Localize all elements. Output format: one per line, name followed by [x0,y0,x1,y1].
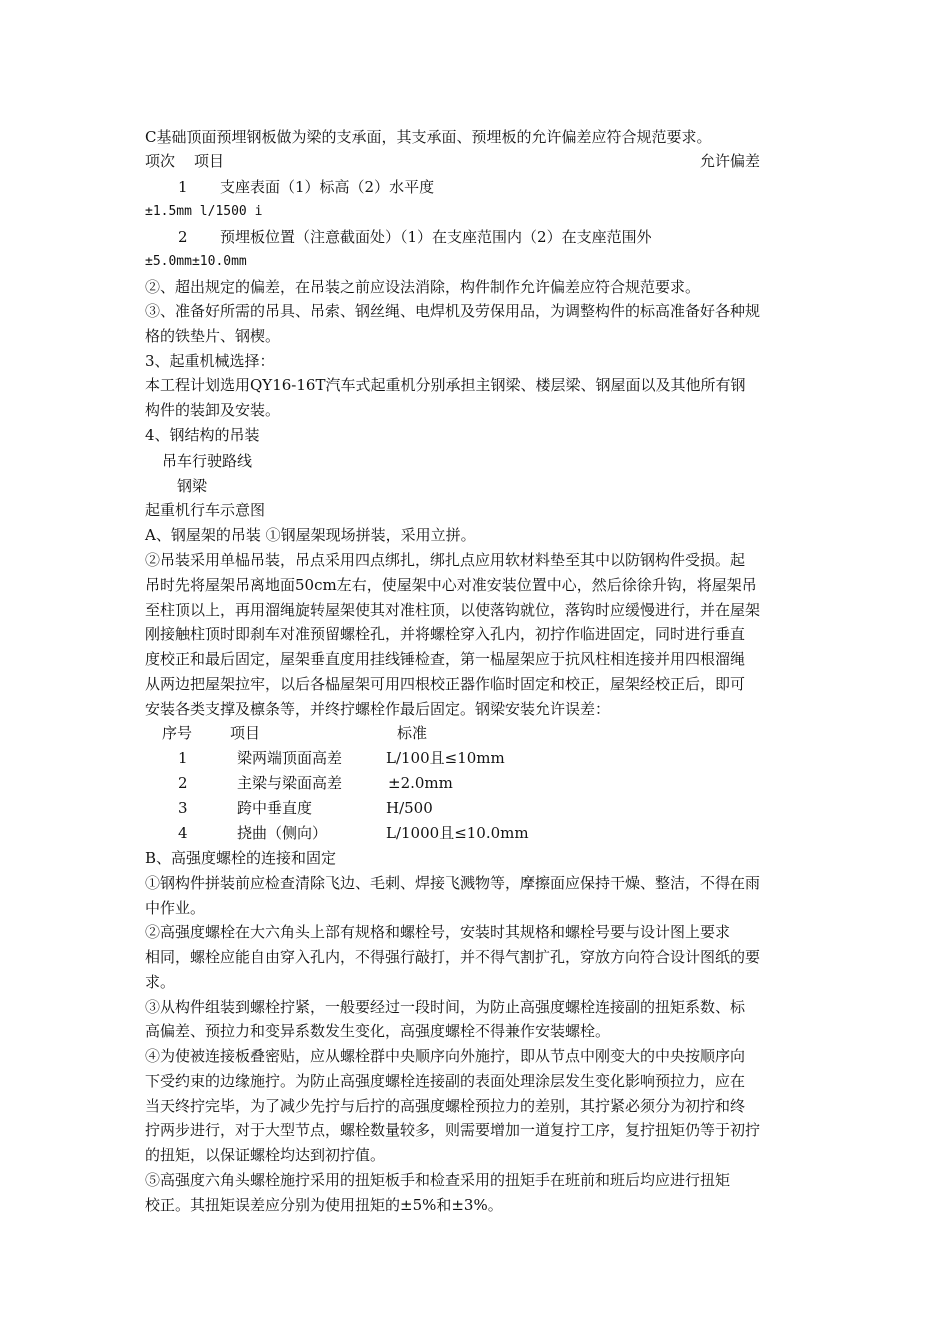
diagram-label: 吊车行驶路线 [162,452,253,470]
paragraph-line: ③从构件组装到螺栓拧紧，一般要经过一段时间，为防止高强度螺栓连接副的扭矩系数、标 [145,998,746,1016]
section-heading: 4、钢结构的吊装 [145,426,260,444]
diagram-label: 钢梁 [177,477,208,495]
paragraph-line: ④为使被连接板叠密贴，应从螺栓群中央顺序向外施拧，即从节点中刚变大的中央按顺序向 [145,1047,746,1065]
paragraph-line: 构件的装卸及安装。 [145,401,281,419]
table2-row-standard: L/1000且≤10.0mm [386,824,529,842]
table2-row-standard: H/500 [386,799,433,817]
table2-row-standard: ±2.0mm [388,774,453,792]
table1-row-item: 支座表面（1）标高（2）水平度 [220,178,435,196]
paragraph-line: 相同，螺栓应能自由穿入孔内，不得强行敲打，并不得气割扩孔，穿放方向符合设计图纸的要 [145,948,761,966]
paragraph-line: ③、准备好所需的吊具、吊索、钢丝绳、电焊机及劳保用品，为调整构件的标高准备好各种规 [145,302,761,320]
table2-row-number: 3 [178,799,188,817]
table2-header-index: 序号 [162,724,193,742]
table1-row-item: 预埋板位置（注意截面处）（1）在支座范围内（2）在支座范围外 [220,228,652,246]
table1-row-number: 1 [178,178,188,196]
paragraph-line: ②吊装采用单榀吊装，吊点采用四点绑扎，绑扎点应用软材料垫至其中以防钢构件受损。起 [145,551,746,569]
table1-header-item: 项目 [194,152,225,170]
paragraph-line: 至柱顶以上，再用溜绳旋转屋架使其对准柱顶，以使落钩就位，落钩时应缓慢进行，并在屋架 [145,601,761,619]
section-heading: B、高强度螺栓的连接和固定 [145,849,337,867]
paragraph-line: ②、超出规定的偏差，在吊装之前应设法消除，构件制作允许偏差应符合规范要求。 [145,278,701,296]
table2-header-standard: 标准 [397,724,428,742]
table1-header-index: 项次 [145,152,176,170]
paragraph-line: ①钢构件拼装前应检查清除飞边、毛刺、焊接飞溅物等，摩擦面应保持干燥、整洁，不得在雨 [145,874,761,892]
paragraph-line: 当天终拧完毕，为了减少先拧与后拧的高强度螺栓预拉力的差别，其拧紧必须分为初拧和终 [145,1097,746,1115]
paragraph-line: 高偏差、预拉力和变异系数发生变化，高强度螺栓不得兼作安装螺栓。 [145,1022,611,1040]
paragraph-line: ⑤高强度六角头螺栓施拧采用的扭矩板手和检查采用的扭矩手在班前和班后均应进行扭矩 [145,1171,731,1189]
table2-row-standard: L/100且≤10mm [386,749,505,767]
table2-row-item: 梁两端顶面高差 [237,749,343,767]
paragraph-line: ②高强度螺栓在大六角头上部有规格和螺栓号，安装时其规格和螺栓号要与设计图上要求 [145,923,731,941]
table1-row-tolerance: ±1.5mm l/1500 i [145,204,263,219]
paragraph-line: 格的铁垫片、钢楔。 [145,327,281,345]
table2-row-number: 2 [178,774,188,792]
table2-row-item: 挠曲（侧向） [237,824,328,842]
table2-row-item: 跨中垂直度 [237,799,313,817]
table2-row-item: 主梁与梁面高差 [237,774,343,792]
paragraph-line: 度校正和最后固定，屋架垂直度用挂线锤检查，第一榀屋架应于抗风柱相连接并用四根溜绳 [145,650,746,668]
section-heading: A、钢屋架的吊装 ①钢屋架现场拼装，采用立拼。 [145,526,476,544]
table2-header-item: 项目 [230,724,261,742]
paragraph-line: 吊时先将屋架吊离地面50cm左右，使屋架中心对准安装位置中心，然后徐徐升钩，将屋架吊 [145,576,757,594]
paragraph-line: 的扭矩，以保证螺栓均达到初拧值。 [145,1146,386,1164]
paragraph-line: C基础顶面预埋钢板做为梁的支承面，其支承面、预埋板的允许偏差应符合规范要求。 [145,128,712,146]
paragraph-line: 下受约束的边缘施拧。为防止高强度螺栓连接副的表面处理涂层发生变化影响预拉力，应在 [145,1072,746,1090]
table1-header-tolerance: 允许偏差 [700,152,761,170]
paragraph-line: 从两边把屋架拉牢，以后各榀屋架可用四根校正器作临时固定和校正，屋架经校正后，即可 [145,675,746,693]
diagram-caption: 起重机行车示意图 [145,501,266,519]
paragraph-line: 拧两步进行，对于大型节点，螺栓数量较多，则需要增加一道复拧工序，复拧扭矩仍等于初拧 [145,1121,761,1139]
table2-row-number: 4 [178,824,188,842]
paragraph-line: 求。 [145,973,176,991]
paragraph-line: 中作业。 [145,899,206,917]
paragraph-line: 安装各类支撑及檩条等，并终拧螺栓作最后固定。钢梁安装允许误差： [145,700,611,718]
section-heading: 3、起重机械选择： [145,352,275,370]
table2-row-number: 1 [178,749,188,767]
table1-row-tolerance: ±5.0mm±10.0mm [145,254,247,269]
paragraph-line: 校正。其扭矩误差应分别为使用扭矩的±5%和±3%。 [145,1196,503,1214]
paragraph-line: 本工程计划选用QY16-16T汽车式起重机分别承担主钢梁、楼层梁、钢屋面以及其他所有钢 [145,376,746,394]
table1-row-number: 2 [178,228,188,246]
paragraph-line: 刚接触柱顶时即刹车对准预留螺栓孔，并将螺栓穿入孔内，初拧作临进固定，同时进行垂直 [145,625,746,643]
